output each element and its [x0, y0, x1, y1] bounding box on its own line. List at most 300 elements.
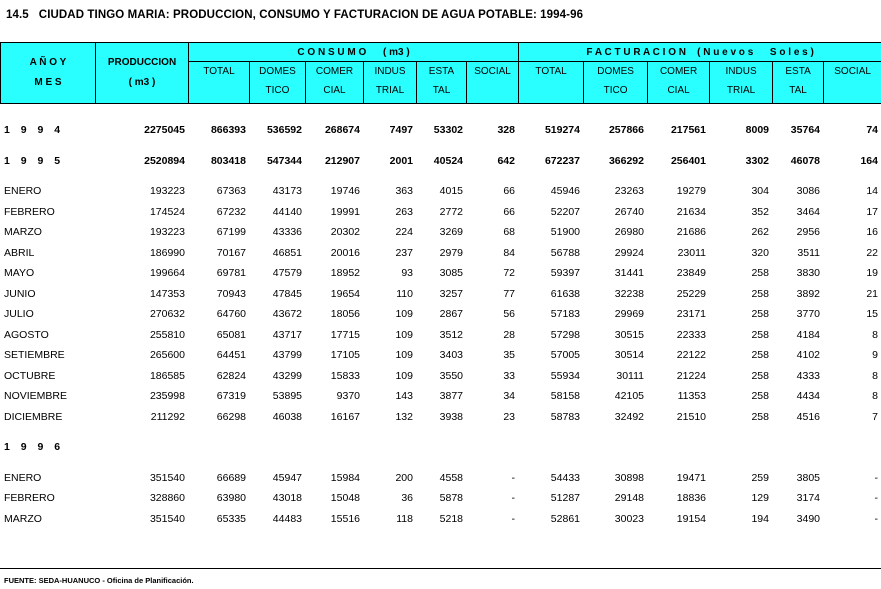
cell-p: 174524 — [149, 205, 185, 218]
period-label: 1 9 9 6 — [4, 441, 65, 454]
cell-cc: 9370 — [336, 390, 360, 403]
cell-cs: - — [511, 512, 515, 525]
header-production — [96, 43, 189, 104]
source-note: FUENTE: SEDA-HUANUCO - Oficina de Planificación. — [4, 576, 194, 585]
cell-fi: 8009 — [745, 124, 769, 137]
header-subcolumn-top: DOMES — [597, 66, 634, 78]
cell-fi: 352 — [751, 205, 769, 218]
month-row — [0, 284, 881, 305]
cell-fc: 217561 — [670, 124, 706, 137]
cell-ce: 2979 — [439, 246, 463, 259]
cell-cd: 47845 — [272, 287, 302, 300]
cell-fe: 3830 — [796, 267, 820, 280]
cell-ci: 93 — [401, 267, 413, 280]
header-subcolumn-top: ESTA — [428, 66, 455, 78]
header-subcolumn — [306, 62, 364, 104]
cell-fe: 4516 — [796, 410, 820, 423]
cell-cs: 28 — [503, 328, 515, 341]
cell-ce: 3512 — [439, 328, 463, 341]
header-subcolumn — [417, 62, 467, 104]
cell-fd: 257866 — [608, 124, 644, 137]
cell-ft: 52861 — [550, 512, 580, 525]
month-row — [0, 181, 881, 202]
row-spacer — [0, 141, 881, 151]
cell-fd: 31441 — [614, 267, 644, 280]
header-subcolumn-bottom: TRIAL — [375, 85, 405, 97]
cell-fe: 3892 — [796, 287, 820, 300]
period-label: ENERO — [4, 471, 42, 484]
cell-fe: 3770 — [796, 308, 820, 321]
spacer-cell — [0, 427, 881, 437]
cell-cd: 536592 — [266, 124, 302, 137]
cell-ft: 58158 — [550, 390, 580, 403]
cell-ft: 61638 — [550, 287, 580, 300]
cell-p: 255810 — [149, 328, 185, 341]
cell-ft: 51287 — [550, 492, 580, 505]
month-row — [0, 345, 881, 366]
spacer-cell — [0, 141, 881, 151]
cell-p: 2275045 — [144, 124, 185, 137]
header-subcolumn-top: SOCIAL — [834, 66, 871, 78]
cell-ci: 109 — [395, 349, 413, 362]
cell-cc: 15048 — [330, 492, 360, 505]
cell-cd: 43018 — [272, 492, 302, 505]
period-label: AGOSTO — [4, 328, 49, 341]
data-table — [0, 120, 881, 529]
cell-cd: 43717 — [272, 328, 302, 341]
cell-ci: 109 — [395, 308, 413, 321]
cell-cs — [466, 437, 518, 458]
cell-ct: 70943 — [216, 287, 246, 300]
cell-cd: 43299 — [272, 369, 302, 382]
month-row — [0, 243, 881, 264]
cell-cc: 18056 — [330, 308, 360, 321]
page-title — [6, 9, 583, 21]
cell-fc: 21686 — [676, 226, 706, 239]
cell-cs: 328 — [497, 124, 515, 137]
cell-cs: 23 — [503, 410, 515, 423]
cell-fe: 3464 — [796, 205, 820, 218]
cell-fs: 22 — [866, 246, 878, 259]
cell-ct: 65081 — [216, 328, 246, 341]
cell-ct: 866393 — [210, 124, 246, 137]
cell-fc: 22333 — [676, 328, 706, 341]
cell-cd: 45947 — [272, 471, 302, 484]
cell-cd: 53895 — [272, 390, 302, 403]
table-number: 14.5 — [6, 9, 29, 21]
cell-fi: 3302 — [745, 154, 769, 167]
header-subcolumn-top: TOTAL — [535, 66, 567, 78]
spacer-cell — [0, 458, 881, 468]
header-group-facturacion: F A C T U R A C I O N ( N u e v o s S o l e s ) — [519, 43, 881, 62]
cell-cd: 44140 — [272, 205, 302, 218]
month-row — [0, 304, 881, 325]
cell-cc — [305, 437, 363, 458]
cell-cd — [249, 437, 305, 458]
period-label: ABRIL — [4, 246, 35, 259]
cell-ft: 58783 — [550, 410, 580, 423]
cell-cc: 17715 — [330, 328, 360, 341]
cell-fs: 8 — [872, 390, 878, 403]
header-subcolumn-bottom — [467, 81, 518, 100]
cell-ce: 3085 — [439, 267, 463, 280]
cell-ft: 57183 — [550, 308, 580, 321]
cell-ce: 3550 — [439, 369, 463, 382]
cell-fe: 3511 — [797, 246, 820, 259]
cell-ci: 200 — [395, 471, 413, 484]
cell-ci: 132 — [395, 410, 413, 423]
cell-ft: 55934 — [550, 369, 580, 382]
cell-ci: 237 — [395, 246, 413, 259]
period-label: NOVIEMBRE — [4, 390, 68, 403]
cell-p: 351540 — [149, 512, 185, 525]
cell-fe: 3490 — [796, 512, 820, 525]
period-label: OCTUBRE — [4, 369, 56, 382]
cell-fc: 256401 — [670, 154, 706, 167]
header-subcolumn-top: INDUS — [374, 66, 406, 78]
cell-cs: 66 — [503, 185, 515, 198]
cell-ft: 52207 — [550, 205, 580, 218]
cell-ct: 65335 — [216, 512, 246, 525]
cell-ce — [416, 437, 466, 458]
cell-fs: 9 — [872, 349, 878, 362]
table-header — [0, 42, 881, 104]
cell-fe: 3086 — [796, 185, 820, 198]
cell-fe: 35764 — [790, 124, 820, 137]
cell-fe: 4184 — [796, 328, 820, 341]
header-subcolumn-top: TOTAL — [203, 66, 235, 78]
header-year-month — [1, 43, 96, 104]
header-year-label: A Ñ O Y — [29, 57, 67, 68]
cell-cc: 15833 — [330, 369, 360, 382]
period-label: SETIEMBRE — [4, 349, 65, 362]
period-label: 1 9 9 5 — [4, 154, 65, 167]
cell-p: 211292 — [150, 410, 185, 423]
month-row — [0, 222, 881, 243]
cell-fs: 164 — [860, 154, 878, 167]
cell-fi: 304 — [751, 185, 769, 198]
cell-p: 147353 — [149, 287, 185, 300]
cell-cc: 212907 — [324, 154, 360, 167]
cell-fd: 42105 — [614, 390, 644, 403]
cell-cc: 15984 — [330, 471, 360, 484]
cell-ct: 67319 — [216, 390, 246, 403]
header-subcolumn — [189, 62, 250, 104]
header-subcolumn-bottom: TICO — [603, 85, 628, 97]
header-subcolumn-top: COMER — [659, 66, 698, 78]
header-subcolumn-bottom: CIAL — [667, 85, 690, 97]
cell-ct: 69781 — [216, 267, 246, 280]
cell-ct: 66298 — [216, 410, 246, 423]
cell-ci: 2001 — [389, 154, 413, 167]
cell-cc: 16167 — [330, 410, 360, 423]
month-row — [0, 468, 881, 489]
month-row — [0, 325, 881, 346]
cell-p: 199664 — [149, 267, 185, 280]
header-subcolumn — [519, 62, 584, 104]
year-row — [0, 437, 881, 458]
cell-fc: 21510 — [676, 410, 706, 423]
cell-ce: 3877 — [439, 390, 463, 403]
cell-cd: 44483 — [272, 512, 302, 525]
cell-fd: 30111 — [616, 369, 644, 382]
cell-ct: 67199 — [216, 226, 246, 239]
cell-fd: 30023 — [614, 512, 644, 525]
cell-cs: 33 — [503, 369, 515, 382]
cell-ct: 67363 — [216, 185, 246, 198]
cell-ft: 54433 — [550, 471, 580, 484]
header-subcolumn-bottom: CIAL — [323, 85, 346, 97]
cell-cc: 19991 — [330, 205, 360, 218]
month-row — [0, 263, 881, 284]
cell-ce: 2772 — [439, 205, 463, 218]
cell-ci: 109 — [395, 328, 413, 341]
cell-ft: 57298 — [550, 328, 580, 341]
header-subcolumn-bottom: TAL — [432, 85, 451, 97]
period-label: ENERO — [4, 185, 42, 198]
cell-ce: 2867 — [439, 308, 463, 321]
cell-fi: 262 — [751, 226, 769, 239]
month-row — [0, 202, 881, 223]
cell-cs: - — [511, 492, 515, 505]
cell-p: 2520894 — [144, 154, 185, 167]
cell-fi: 258 — [751, 308, 769, 321]
cell-cs: 56 — [503, 308, 515, 321]
cell-cd: 46038 — [272, 410, 302, 423]
header-subcolumn-bottom — [824, 81, 881, 100]
cell-ft: 672237 — [544, 154, 580, 167]
cell-p: 235998 — [149, 390, 185, 403]
spacer-cell — [0, 171, 881, 181]
cell-p: 351540 — [149, 471, 185, 484]
cell-fd: 30898 — [614, 471, 644, 484]
cell-fc: 25229 — [676, 287, 706, 300]
period-label: DICIEMBRE — [4, 410, 63, 423]
cell-fc: 19154 — [676, 512, 706, 525]
cell-fs: 8 — [872, 328, 878, 341]
row-spacer — [0, 427, 881, 437]
cell-fs: 19 — [866, 267, 878, 280]
cell-fi: 258 — [751, 390, 769, 403]
cell-fs: - — [874, 512, 878, 525]
cell-cc: 17105 — [330, 349, 360, 362]
cell-fd: 32238 — [614, 287, 644, 300]
cell-fe — [772, 437, 823, 458]
header-production-unit: ( m3 ) — [128, 77, 156, 88]
cell-fc: 21634 — [676, 205, 706, 218]
header-subcolumn-bottom — [519, 81, 583, 100]
cell-cd: 43173 — [272, 185, 302, 198]
cell-p: 193223 — [149, 185, 185, 198]
period-label: FEBRERO — [4, 492, 55, 505]
cell-ci: 143 — [395, 390, 413, 403]
cell-ce: 5218 — [439, 512, 463, 525]
cell-ce: 53302 — [433, 124, 463, 137]
cell-fe: 2956 — [796, 226, 820, 239]
cell-cs: 35 — [503, 349, 515, 362]
cell-cd: 547344 — [266, 154, 302, 167]
cell-cd: 47579 — [272, 267, 302, 280]
cell-cs: 66 — [503, 205, 515, 218]
cell-fd: 30514 — [614, 349, 644, 362]
month-row — [0, 386, 881, 407]
header-subcolumn-bottom: TAL — [789, 85, 807, 97]
header-subcolumn — [364, 62, 417, 104]
cell-fc: 19279 — [676, 185, 706, 198]
cell-cs: - — [511, 471, 515, 484]
cell-fi: 258 — [751, 410, 769, 423]
cell-cc: 20302 — [330, 226, 360, 239]
row-spacer — [0, 171, 881, 181]
cell-fd: 29924 — [614, 246, 644, 259]
cell-fd: 366292 — [608, 154, 644, 167]
cell-cc: 19746 — [330, 185, 360, 198]
cell-ft: 57005 — [550, 349, 580, 362]
header-subcolumn-bottom: TICO — [265, 85, 290, 97]
cell-fs: 21 — [866, 287, 878, 300]
cell-fc: 21224 — [676, 369, 706, 382]
cell-ci: 224 — [395, 226, 413, 239]
row-spacer — [0, 458, 881, 468]
cell-p: 328860 — [149, 492, 185, 505]
header-subcolumn — [250, 62, 306, 104]
cell-ce: 3269 — [439, 226, 463, 239]
cell-fs: 74 — [866, 124, 878, 137]
year-row — [0, 120, 881, 141]
cell-fs — [823, 437, 881, 458]
cell-ce: 5878 — [439, 492, 463, 505]
cell-fd: 29148 — [614, 492, 644, 505]
cell-ci: 109 — [395, 369, 413, 382]
cell-ci: 118 — [396, 512, 413, 525]
cell-cd: 43799 — [272, 349, 302, 362]
month-row — [0, 509, 881, 530]
cell-fe: 4434 — [796, 390, 820, 403]
cell-cc: 15516 — [330, 512, 360, 525]
cell-cd: 43672 — [272, 308, 302, 321]
footer-divider — [0, 568, 881, 569]
cell-fd: 26980 — [614, 226, 644, 239]
cell-cs: 68 — [503, 226, 515, 239]
cell-p: 193223 — [149, 226, 185, 239]
cell-ce: 40524 — [433, 154, 463, 167]
period-label: 1 9 9 4 — [4, 124, 65, 137]
period-label: JUNIO — [4, 287, 36, 300]
cell-fc: 23849 — [676, 267, 706, 280]
cell-fi: 258 — [751, 328, 769, 341]
table-title: CIUDAD TINGO MARIA: PRODUCCION, CONSUMO Y FACTURACION DE AGUA POTABLE: 1994-96 — [38, 9, 584, 21]
header-subcolumn-bottom — [189, 81, 249, 100]
header-subcolumn — [824, 62, 881, 104]
cell-ce: 4558 — [439, 471, 463, 484]
cell-fe: 46078 — [790, 154, 820, 167]
cell-fd: 26740 — [614, 205, 644, 218]
header-subcolumn-top: DOMES — [259, 66, 296, 78]
cell-ce: 4015 — [439, 185, 463, 198]
cell-p: 186990 — [149, 246, 185, 259]
cell-ct: 803418 — [210, 154, 246, 167]
cell-fc: 23011 — [677, 246, 706, 259]
cell-ci: 36 — [401, 492, 413, 505]
cell-fs: 7 — [872, 410, 878, 423]
cell-cs: 72 — [503, 267, 515, 280]
header-subcolumn — [584, 62, 648, 104]
cell-fi — [709, 437, 772, 458]
cell-fs: 16 — [866, 226, 878, 239]
month-row — [0, 366, 881, 387]
cell-fe: 4333 — [796, 369, 820, 382]
cell-p — [95, 437, 188, 458]
cell-fc — [647, 437, 709, 458]
cell-fi: 259 — [751, 471, 769, 484]
cell-ft: 45946 — [550, 185, 580, 198]
cell-ft: 519274 — [544, 124, 580, 137]
cell-cc: 19654 — [330, 287, 360, 300]
cell-fi: 129 — [751, 492, 769, 505]
cell-fd: 32492 — [614, 410, 644, 423]
period-label: MARZO — [4, 226, 42, 239]
cell-fe: 4102 — [796, 349, 820, 362]
header-month-label: M E S — [34, 77, 62, 88]
cell-fe: 3805 — [796, 471, 820, 484]
cell-ct: 70167 — [216, 246, 246, 259]
period-label: FEBRERO — [4, 205, 55, 218]
period-label: JULIO — [4, 308, 34, 321]
cell-ci: 110 — [396, 287, 413, 300]
cell-fs: - — [874, 492, 878, 505]
cell-cs: 34 — [503, 390, 515, 403]
header-subcolumn — [467, 62, 519, 104]
cell-p: 270632 — [149, 308, 185, 321]
header-subcolumn-top: SOCIAL — [474, 66, 511, 78]
cell-ce: 3403 — [439, 349, 463, 362]
cell-ct: 64760 — [216, 308, 246, 321]
cell-ct: 63980 — [216, 492, 246, 505]
cell-fi: 258 — [751, 267, 769, 280]
period-label: MAYO — [4, 267, 35, 280]
cell-ct: 66689 — [216, 471, 246, 484]
period-label: MARZO — [4, 512, 42, 525]
header-subcolumn-top: ESTA — [785, 66, 811, 78]
cell-fc: 18836 — [676, 492, 706, 505]
cell-fi: 258 — [751, 349, 769, 362]
cell-fd: 30515 — [614, 328, 644, 341]
cell-ci: 363 — [395, 185, 413, 198]
month-row — [0, 488, 881, 509]
cell-ft: 59397 — [550, 267, 580, 280]
cell-ci: 7497 — [389, 124, 413, 137]
cell-fs: 15 — [866, 308, 878, 321]
cell-fc: 19471 — [676, 471, 706, 484]
cell-fi: 194 — [751, 512, 769, 525]
cell-fi: 320 — [751, 246, 769, 259]
cell-ft: 51900 — [550, 226, 580, 239]
header-subcolumn-top: COMER — [315, 66, 354, 78]
cell-cs: 84 — [503, 246, 515, 259]
cell-fs: 8 — [872, 369, 878, 382]
cell-ci: 263 — [395, 205, 413, 218]
header-subcolumn — [773, 62, 824, 104]
cell-ct: 62824 — [216, 369, 246, 382]
cell-cs: 77 — [503, 287, 515, 300]
cell-ft: 56788 — [550, 246, 580, 259]
cell-ci — [363, 437, 416, 458]
cell-cd: 43336 — [272, 226, 302, 239]
cell-ft — [518, 437, 583, 458]
cell-fs: - — [874, 471, 878, 484]
cell-cc: 18952 — [330, 267, 360, 280]
header-production-label: PRODUCCION — [107, 57, 177, 68]
